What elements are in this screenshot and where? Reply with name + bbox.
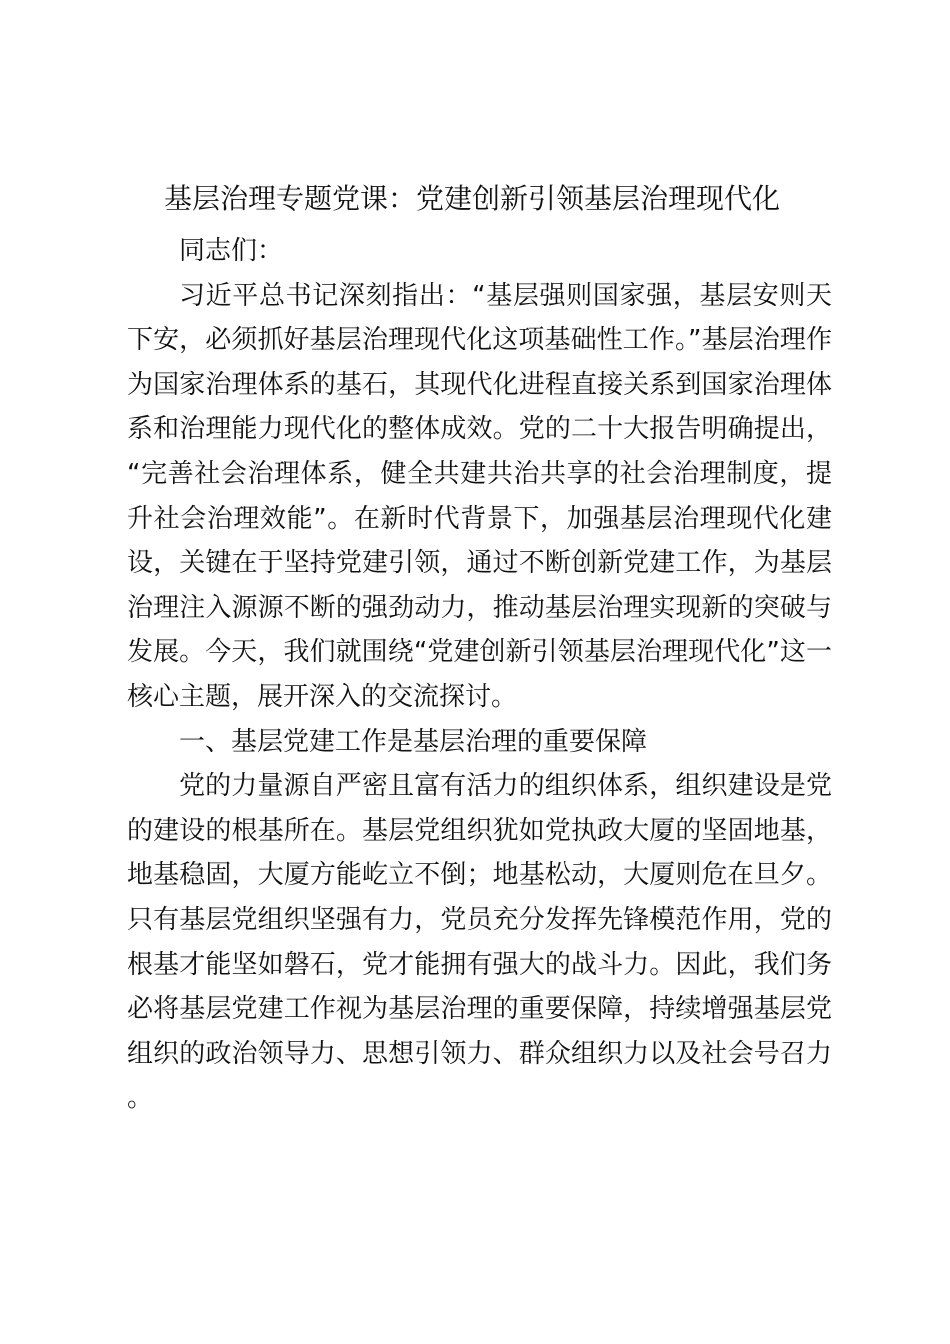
section-heading: 一、基层党建工作是基层治理的重要保障: [179, 726, 648, 757]
intro-paragraph: 习近平总书记深刻指出：“基层强则国家强，基层安则天下安，必须抓好基层治理现代化这项基础性工作。”基层治理作为国家治理体系的基石，其现代化进程直接关系到国家治理体系和治理能力现代化的整体成效。党的二十大报告明确提出，“完善社会治理体系，健全共建共治共享的社会治理制度，提升社会治理效能”。在新时代背景下，加强基层治理现代化建设，关键在于坚持党建引领，通过不断创新党建工作，为基层治理注入源源不断的强劲动力，推动基层治理实现新的突破与发展。今天，我们就围绕“党建创新引领基层治理现代化”这一核心主题，展开深入的交流探讨。: [127, 280, 832, 712]
section-paragraph: 党的力量源自严密且富有活力的组织体系，组织建设是党的建设的根基所在。基层党组织犹如党执政大厦的坚固地基，地基稳固，大厦方能屹立不倒；地基松动，大厦则危在旦夕。只有基层党组织坚强有力，党员充分发挥先锋模范作用，党的根基才能坚如磐石，党才能拥有强大的战斗力。因此，我们务必将基层党建工作视为基层治理的重要保障，持续增强基层党组织的政治领导力、思想引领力、群众组织力以及社会号召力。: [127, 771, 832, 1114]
salutation: 同志们：: [179, 236, 284, 266]
document-body: [127, 177, 832, 1121]
document-title: 基层治理专题党课：党建创新引领基层治理现代化: [164, 182, 781, 215]
